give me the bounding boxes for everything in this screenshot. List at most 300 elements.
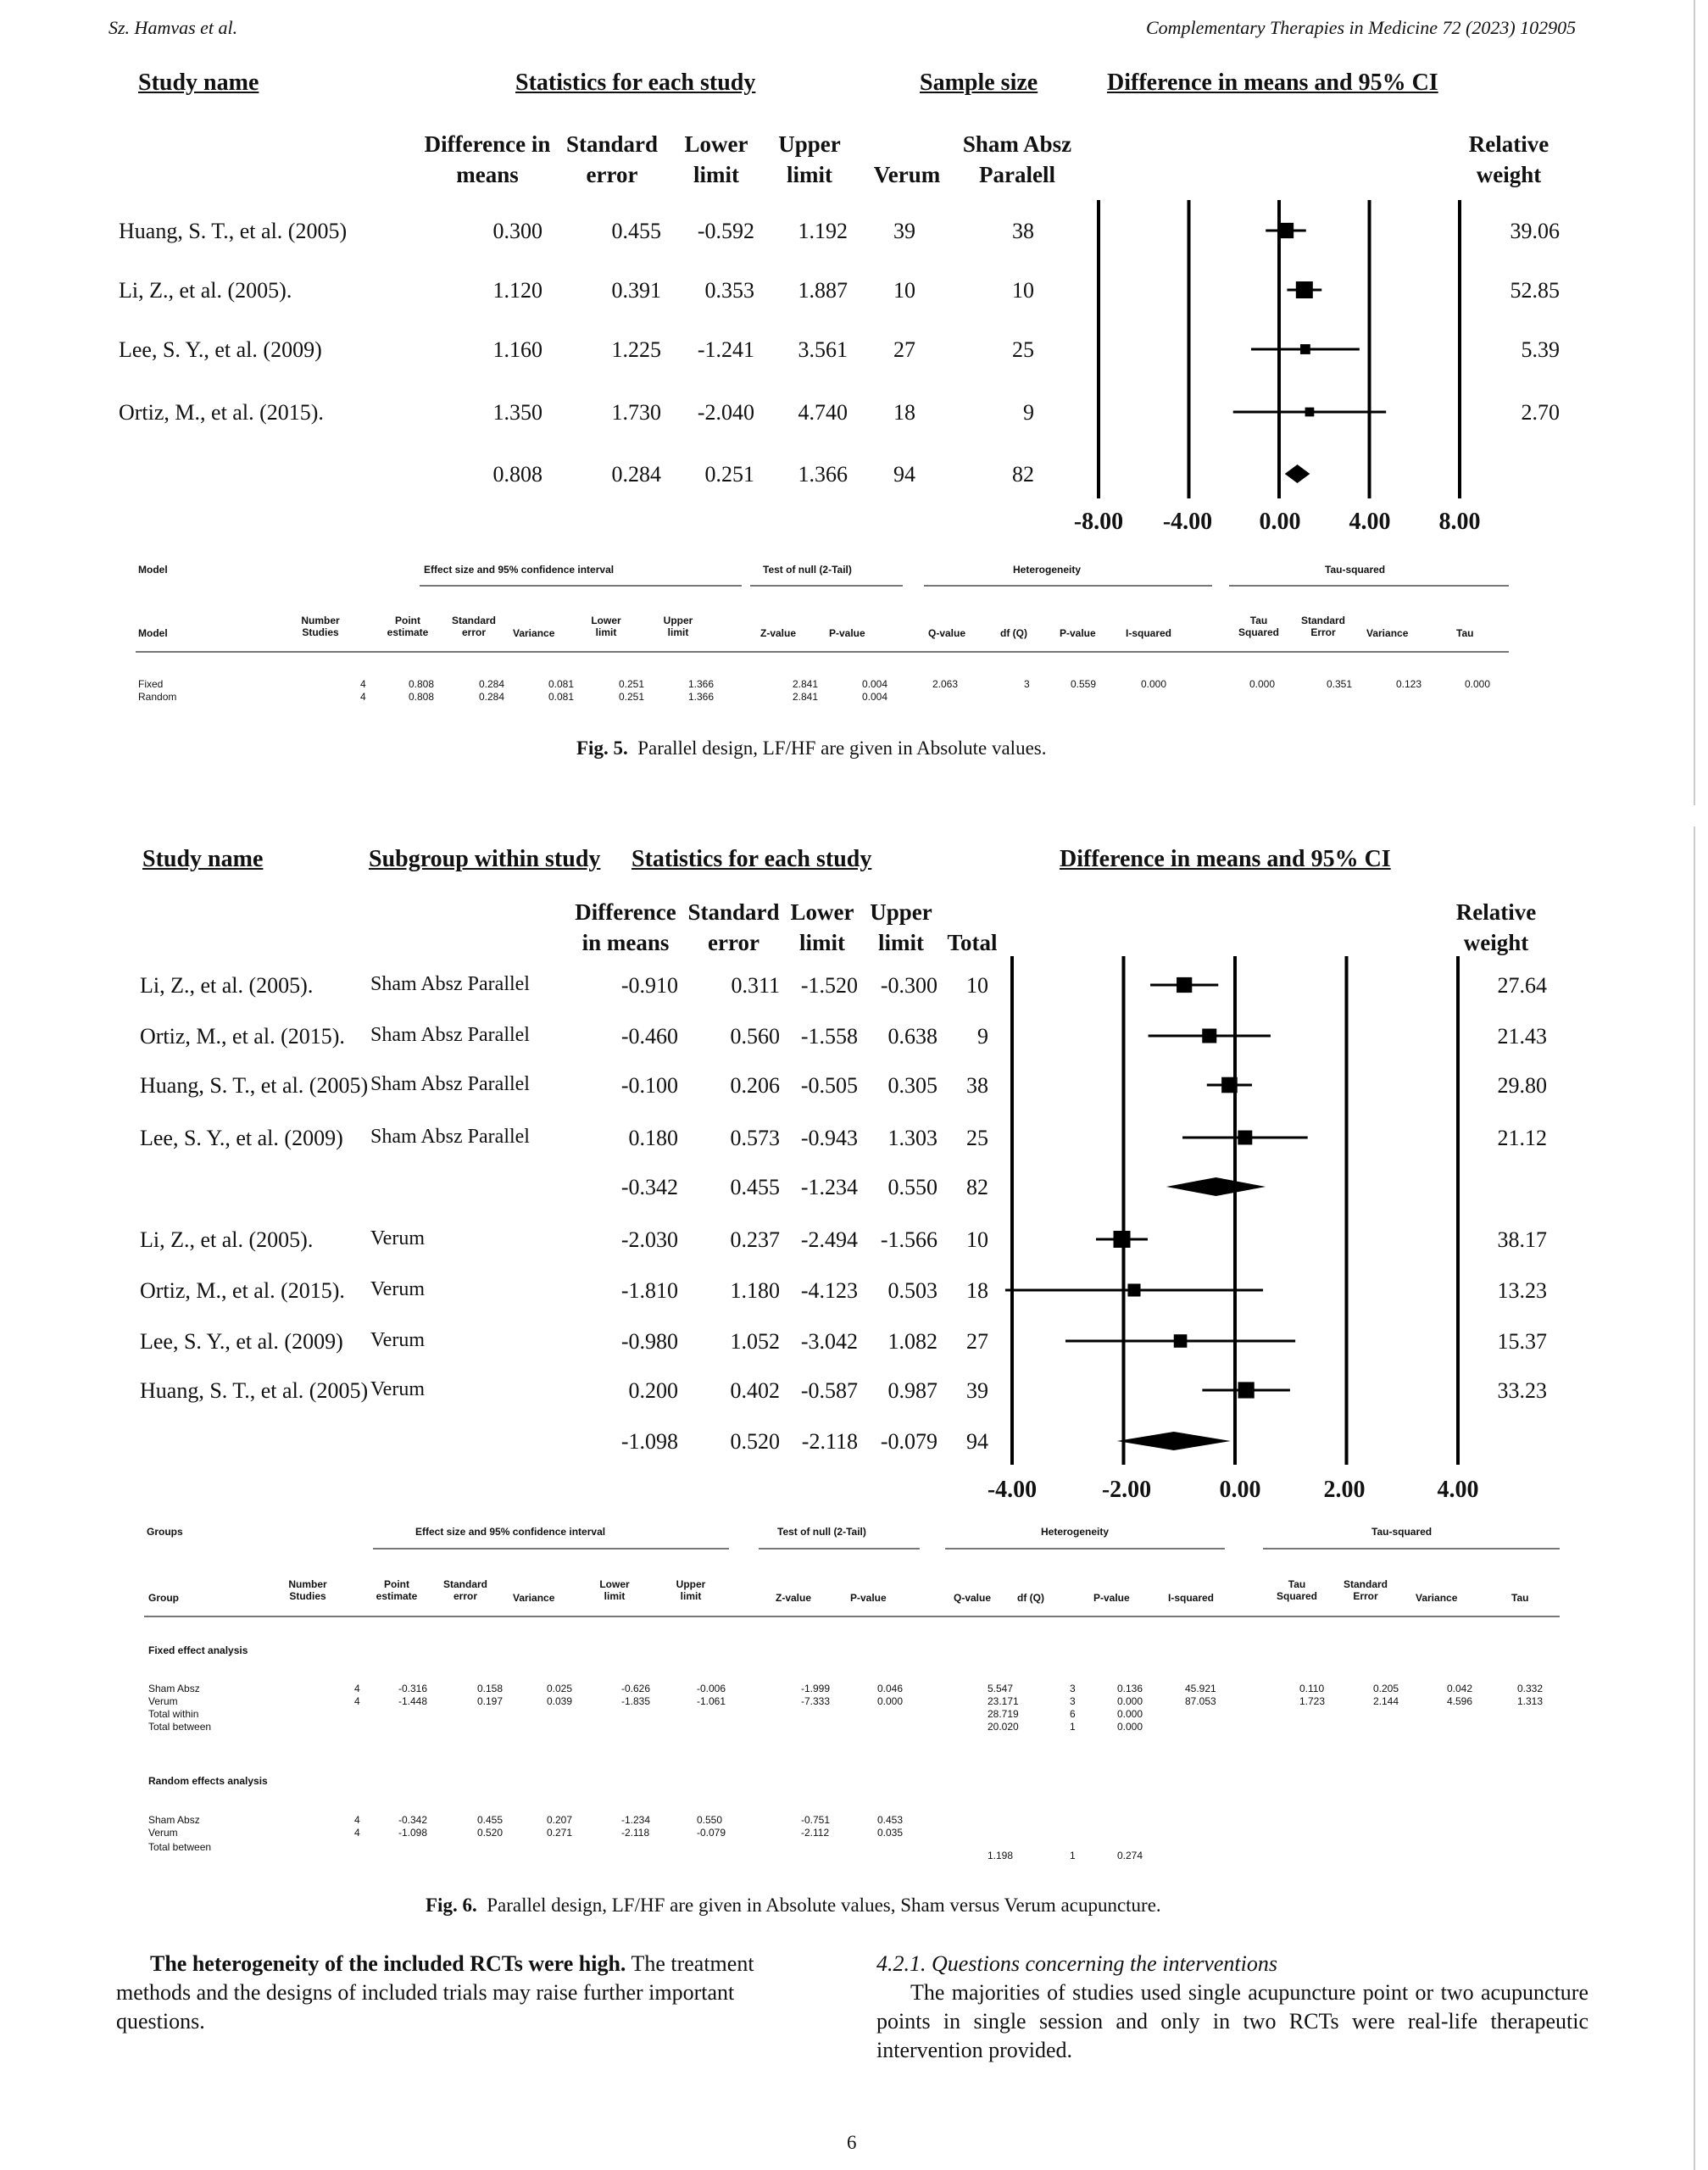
lower: -2.118 [801, 1429, 858, 1454]
cell: -0.342 [398, 1814, 428, 1826]
body-lead-bold: The heterogeneity of the included RCTs were high. [150, 1951, 626, 1976]
cell: 0.455 [477, 1814, 503, 1826]
cell: 0.136 [1117, 1683, 1143, 1694]
cell: -0.079 [697, 1827, 726, 1839]
cell: -0.316 [398, 1683, 428, 1694]
cell: 4 [354, 1695, 360, 1707]
fig6-tbl-rule [945, 1548, 1225, 1550]
cell: 4.596 [1447, 1695, 1473, 1707]
cell: 1.198 [988, 1850, 1014, 1861]
se: 0.402 [730, 1378, 780, 1403]
lower: -4.123 [800, 1278, 858, 1303]
fig6-tbl-col: Number Studies [288, 1578, 327, 1602]
lower: -1.558 [800, 1024, 858, 1049]
upper: 0.503 [887, 1278, 937, 1303]
total: 10 [966, 1227, 988, 1252]
lower: -3.042 [800, 1329, 858, 1354]
cell: 0.205 [1373, 1683, 1399, 1694]
fig5-tbl-group-het: Heterogeneity [1013, 564, 1082, 576]
subgroup: Verum [370, 1378, 425, 1400]
cell: 0.559 [1071, 678, 1097, 690]
sham: 38 [1012, 219, 1034, 243]
fig5-col-diff: Difference in means [424, 131, 551, 187]
weight: 15.37 [1497, 1329, 1547, 1354]
cell: -2.112 [801, 1827, 830, 1839]
upper: 0.987 [887, 1378, 937, 1403]
fig6-tbl-rule [373, 1548, 729, 1550]
cell: 0.520 [477, 1827, 503, 1839]
subgroup: Sham Absz Parallel [370, 1024, 530, 1046]
point-estimate [1114, 1231, 1131, 1248]
se: 0.455 [611, 219, 661, 243]
fig5-tbl-group-test: Test of null (2-Tail) [763, 564, 852, 576]
fig6-tbl-rule [1263, 1548, 1560, 1550]
fig5-tbl-col: Standard Error [1300, 615, 1345, 638]
diff: 1.120 [492, 278, 542, 303]
cell: -1.448 [398, 1695, 428, 1707]
cell: 0.004 [862, 678, 888, 690]
weight: 33.23 [1497, 1378, 1547, 1403]
fig6-fixed-label: Fixed effect analysis [148, 1644, 248, 1656]
fig5-col-lower: Lower limit [684, 131, 748, 187]
fig5-tick-label: 8.00 [1438, 509, 1481, 535]
subgroup: Verum [370, 1278, 425, 1300]
sham: 9 [1023, 400, 1034, 425]
cell: -1.999 [801, 1683, 831, 1694]
diff: 0.180 [628, 1126, 678, 1150]
subgroup: Sham Absz Parallel [370, 1126, 530, 1148]
fig6-tbl-group-het: Heterogeneity [1041, 1526, 1110, 1538]
fig5-tick-label: 4.00 [1349, 509, 1391, 535]
weight: 39.06 [1510, 219, 1560, 243]
cell: 0.207 [547, 1814, 573, 1826]
fig5-tbl-col: Lower limit [591, 615, 621, 638]
fig6-tick-label: -2.00 [1101, 1477, 1152, 1503]
cell: 0.000 [1117, 1695, 1143, 1707]
lower: -1.520 [800, 973, 858, 998]
body-lead-rest: The treatment methods and the designs of included trials may raise further important questions. [116, 1951, 754, 2034]
cell: 2.063 [932, 678, 959, 690]
cell: -0.626 [621, 1683, 651, 1694]
fig6-col-upper: Upper limit [870, 899, 932, 955]
fig5-col-weight: Relative weight [1468, 131, 1549, 187]
cell: 0.046 [877, 1683, 904, 1694]
fig6-tbl-col: Variance [513, 1592, 555, 1604]
upper: 1.082 [887, 1329, 937, 1354]
summary-diamond [1117, 1432, 1231, 1450]
cell: -1.835 [621, 1695, 651, 1707]
fig6-tbl-rule [759, 1548, 920, 1550]
subgroup: Sham Absz Parallel [370, 1073, 530, 1095]
point-estimate [1221, 1077, 1238, 1093]
diff: -1.810 [620, 1278, 678, 1303]
upper: -1.566 [880, 1227, 937, 1252]
study-name: Li, Z., et al. (2005). [140, 973, 314, 998]
study-name: Ortiz, M., et al. (2015). [119, 400, 324, 425]
cell: Total between [148, 1841, 212, 1853]
cell: 1 [1070, 1850, 1076, 1861]
cell: 0.110 [1299, 1683, 1325, 1694]
study-name: Ortiz, M., et al. (2015). [140, 1024, 345, 1049]
cell: 0.025 [547, 1683, 573, 1694]
cell: 0.081 [548, 678, 575, 690]
lower: -2.040 [697, 400, 754, 425]
lower: -1.234 [800, 1175, 858, 1199]
study-name: Huang, S. T., et al. (2005) [119, 219, 348, 243]
cell: 4 [354, 1827, 360, 1839]
lower: -0.592 [697, 219, 754, 243]
body-paragraph-left [116, 1950, 828, 2036]
lower: -2.494 [800, 1227, 858, 1252]
fig6-tbl-col: Z-value [776, 1592, 812, 1604]
fig6-tbl-col: Tau [1511, 1592, 1529, 1604]
fig6-tbl-group-effect: Effect size and 95% confidence interval [415, 1526, 606, 1538]
total: 82 [966, 1175, 988, 1199]
cell: Random [138, 691, 177, 703]
cell: 0.251 [619, 691, 645, 703]
running-header-left: Sz. Hamvas et al. [108, 17, 238, 38]
diff: -0.910 [620, 973, 678, 998]
body-paragraph-right [876, 1978, 1588, 2065]
sham: 25 [1012, 337, 1034, 362]
fig6-col-lower: Lower limit [790, 899, 854, 955]
upper: 1.366 [798, 462, 848, 487]
study-name: Lee, S. Y., et al. (2009) [119, 337, 322, 362]
subgroup: Verum [370, 1329, 425, 1351]
total: 10 [966, 973, 988, 998]
fig6-subgroup-header: Subgroup within study [369, 846, 601, 872]
weight: 5.39 [1521, 337, 1560, 362]
cell: 3 [1070, 1683, 1076, 1694]
fig5-tbl-col: P-value [829, 627, 865, 639]
sham: 82 [1012, 462, 1034, 487]
body-right-text: The majorities of studies used single acupuncture point or two acupuncture points in single session and only in two RCTs were real-life therapeutic intervention provided. [876, 1980, 1588, 2062]
fig6-tbl-group-groups: Groups [147, 1526, 183, 1538]
study-name: Huang, S. T., et al. (2005) [140, 1378, 369, 1403]
cell: 23.171 [988, 1695, 1019, 1707]
sham: 10 [1012, 278, 1034, 303]
cell: 0.453 [877, 1814, 904, 1826]
cell: 3 [1024, 678, 1030, 690]
fig5-col-upper: Upper limit [778, 131, 841, 187]
cell: 6 [1070, 1708, 1076, 1720]
diff: -0.980 [620, 1329, 678, 1354]
cell: 0.158 [477, 1683, 503, 1694]
point-estimate [1177, 977, 1192, 993]
cell: 0.274 [1117, 1850, 1143, 1861]
fig6-tbl-col: Tau Squared [1276, 1578, 1317, 1602]
fig5-tbl-group-tau: Tau-squared [1325, 564, 1386, 576]
cell: -7.333 [801, 1695, 831, 1707]
fig6-tick-label: 2.00 [1323, 1477, 1366, 1503]
cell: Fixed [138, 678, 164, 690]
fig5-tbl-col: Variance [513, 627, 555, 639]
cell: 0.284 [479, 678, 505, 690]
study-name: Lee, S. Y., et al. (2009) [140, 1329, 343, 1354]
caption-text: Parallel design, LF/HF are given in Absolute values, Sham versus Verum acupuncture. [487, 1895, 1161, 1916]
fig5-col-se: Standard error [565, 131, 659, 187]
study-name: Ortiz, M., et al. (2015). [140, 1278, 345, 1303]
se: 0.206 [730, 1073, 780, 1098]
fig6-tbl-col: Standard Error [1343, 1578, 1388, 1602]
cell: 0.284 [479, 691, 505, 703]
cell: -0.006 [697, 1683, 726, 1694]
fig6-tbl-col: Variance [1416, 1592, 1458, 1604]
cell: 0.000 [1117, 1708, 1143, 1720]
running-header-right: Complementary Therapies in Medicine 72 (2023) 102905 [1146, 17, 1577, 38]
cell: 0.550 [697, 1814, 723, 1826]
fig5-statistics-header: Statistics for each study [515, 70, 756, 96]
fig6-tbl-group-test: Test of null (2-Tail) [777, 1526, 866, 1538]
cell: 0.332 [1517, 1683, 1544, 1694]
fig5-tbl-col: Upper limit [663, 615, 693, 638]
fig5-tbl-col: Standard error [451, 615, 496, 638]
se: 1.730 [611, 400, 661, 425]
upper: 4.740 [798, 400, 848, 425]
upper: 1.303 [887, 1126, 937, 1150]
weight: 27.64 [1497, 973, 1547, 998]
verum: 27 [893, 337, 915, 362]
fig5-study-name-header: Study name [138, 70, 259, 96]
cell: 0.251 [619, 678, 645, 690]
cell: 0.000 [1249, 678, 1276, 690]
fig6-caption [426, 1895, 1161, 1917]
diff: 0.200 [628, 1378, 678, 1403]
cell: 3 [1070, 1695, 1076, 1707]
cell: 4 [354, 1683, 360, 1694]
cell: 0.351 [1327, 678, 1353, 690]
summary-diamond [1166, 1177, 1266, 1196]
cell: 0.000 [1141, 678, 1167, 690]
cell: 45.921 [1185, 1683, 1216, 1694]
cell: Verum [148, 1695, 178, 1707]
diff: 1.350 [492, 400, 542, 425]
diff: 1.160 [492, 337, 542, 362]
se: 0.520 [730, 1429, 780, 1454]
fig6-tick-label: -4.00 [987, 1477, 1038, 1503]
fig5-tbl-col: P-value [1060, 627, 1096, 639]
cell: 1.723 [1299, 1695, 1326, 1707]
cell: 0.039 [547, 1695, 573, 1707]
study-name: Li, Z., et al. (2005). [119, 278, 292, 303]
fig5-tick-label: -8.00 [1073, 509, 1124, 535]
weight: 52.85 [1510, 278, 1560, 303]
fig6-tbl-col: P-value [850, 1592, 887, 1604]
fig6-tick-label: 0.00 [1219, 1477, 1261, 1503]
fig6-col-diff: Difference in means [575, 899, 676, 955]
upper: 0.638 [887, 1024, 937, 1049]
fig6-tick-label: 4.00 [1437, 1477, 1479, 1503]
diff: 0.808 [492, 462, 542, 487]
cell: 1.366 [688, 691, 715, 703]
total: 9 [977, 1024, 988, 1049]
fig5-tbl-group-model: Model [138, 564, 168, 576]
weight: 38.17 [1497, 1227, 1547, 1252]
upper: -0.300 [880, 973, 937, 998]
diff: -0.460 [620, 1024, 678, 1049]
point-estimate [1202, 1029, 1216, 1043]
cell: Total within [148, 1708, 199, 1720]
diff: -0.342 [620, 1175, 678, 1199]
diff: -1.098 [620, 1429, 678, 1454]
upper: 0.550 [887, 1175, 937, 1199]
cell: -1.098 [398, 1827, 428, 1839]
se: 0.284 [611, 462, 661, 487]
weight: 21.12 [1497, 1126, 1547, 1150]
fig5-tick-label: -4.00 [1162, 509, 1213, 535]
fig5-col-sham: Sham Absz Paralell [962, 131, 1072, 187]
fig6-tbl-rule [144, 1616, 1560, 1617]
point-estimate [1127, 1283, 1140, 1296]
se: 0.455 [730, 1175, 780, 1199]
upper: 0.305 [887, 1073, 937, 1098]
fig6-ci-header: Difference in means and 95% CI [1060, 846, 1391, 872]
fig6-random-label: Random effects analysis [148, 1775, 268, 1787]
fig6-col-total: Total [947, 930, 998, 955]
fig6-tbl-col: Q-value [954, 1592, 992, 1604]
caption-label: Fig. 6. [426, 1895, 477, 1916]
se: 0.311 [731, 973, 780, 998]
cell: 0.271 [547, 1827, 573, 1839]
fig6-study-name-header: Study name [142, 846, 264, 872]
verum: 94 [893, 462, 915, 487]
fig5-tbl-col: Tau Squared [1238, 615, 1279, 638]
fig5-tbl-col: Point estimate [387, 615, 429, 638]
fig6-tbl-col: Lower limit [599, 1578, 630, 1602]
cell: 1.366 [688, 678, 715, 690]
se: 0.237 [730, 1227, 780, 1252]
study-name: Li, Z., et al. (2005). [140, 1227, 314, 1252]
cell: -1.234 [621, 1814, 651, 1826]
body-heading-right: 4.2.1. Questions concerning the interventions [876, 1951, 1277, 1976]
total: 27 [966, 1329, 988, 1354]
cell: 20.020 [988, 1721, 1019, 1733]
total: 94 [966, 1429, 988, 1454]
cell: 0.035 [877, 1827, 904, 1839]
fig6-tbl-col: Upper limit [676, 1578, 706, 1602]
point-estimate [1174, 1334, 1188, 1348]
fig6-tbl-col: P-value [1093, 1592, 1130, 1604]
fig6-col-weight: Relative weight [1455, 899, 1537, 955]
subgroup: Sham Absz Parallel [370, 973, 530, 995]
lower: -0.943 [800, 1126, 858, 1150]
cell: 0.808 [409, 691, 435, 703]
lower: -0.505 [800, 1073, 858, 1098]
cell: Total between [148, 1721, 212, 1733]
verum: 10 [893, 278, 915, 303]
study-name: Huang, S. T., et al. (2005) [140, 1073, 369, 1098]
fig5-col-verum: Verum [873, 162, 941, 187]
fig5-tbl-col: Variance [1366, 627, 1409, 639]
fig5-tbl-col: Model [138, 627, 168, 639]
weight: 29.80 [1497, 1073, 1547, 1098]
cell: 28.719 [988, 1708, 1019, 1720]
total: 39 [966, 1378, 988, 1403]
cell: 1.313 [1517, 1695, 1544, 1707]
upper: 1.192 [798, 219, 848, 243]
weight: 21.43 [1497, 1024, 1547, 1049]
cell: 87.053 [1185, 1695, 1216, 1707]
cell: Sham Absz [148, 1683, 200, 1694]
verum: 18 [893, 400, 915, 425]
fig6-tbl-group-tau: Tau-squared [1371, 1526, 1433, 1538]
fig6-col-se: Standard error [687, 899, 780, 955]
cell: 0.197 [477, 1695, 503, 1707]
lower: 0.353 [704, 278, 754, 303]
diff: 0.300 [492, 219, 542, 243]
cell: -0.751 [801, 1814, 831, 1826]
weight: 13.23 [1497, 1278, 1547, 1303]
study-name: Lee, S. Y., et al. (2009) [140, 1126, 343, 1150]
cell: 0.000 [877, 1695, 904, 1707]
cell: -1.061 [697, 1695, 726, 1707]
diff: -0.100 [620, 1073, 678, 1098]
cell: 4 [354, 1814, 360, 1826]
cell: Verum [148, 1827, 178, 1839]
verum: 39 [893, 219, 915, 243]
lower: -1.241 [697, 337, 754, 362]
se: 0.391 [611, 278, 661, 303]
cell: Sham Absz [148, 1814, 200, 1826]
point-estimate [1238, 1131, 1252, 1145]
cell: 1 [1070, 1721, 1076, 1733]
fig5-tick-label: 0.00 [1259, 509, 1301, 535]
cell: 2.841 [793, 678, 819, 690]
se: 1.180 [730, 1278, 780, 1303]
cell: 0.000 [1465, 678, 1491, 690]
fig6-statistics-header: Statistics for each study [631, 846, 872, 872]
diff: -2.030 [620, 1227, 678, 1252]
fig5-tbl-col: Z-value [760, 627, 797, 639]
caption-label: Fig. 5. [576, 737, 628, 759]
fig5-sample-size-header: Sample size [920, 70, 1038, 96]
upper: 3.561 [798, 337, 848, 362]
subgroup: Verum [370, 1227, 425, 1249]
fig6-tbl-col: Standard error [442, 1578, 487, 1602]
fig5-tbl-col: Q-value [928, 627, 966, 639]
cell: 4 [360, 678, 366, 690]
caption-text: Parallel design, LF/HF are given in Absolute values. [637, 737, 1047, 759]
se: 1.225 [611, 337, 661, 362]
page-number: 6 [847, 2132, 857, 2153]
se: 1.052 [730, 1329, 780, 1354]
point-estimate [1238, 1382, 1255, 1398]
se: 0.560 [730, 1024, 780, 1049]
fig6-tbl-col: Point estimate [376, 1578, 418, 1602]
fig5-ci-header: Difference in means and 95% CI [1107, 70, 1438, 96]
lower: 0.251 [704, 462, 754, 487]
fig5-tbl-group-effect: Effect size and 95% confidence interval [424, 564, 615, 576]
cell: 2.144 [1373, 1695, 1399, 1707]
total: 38 [966, 1073, 988, 1098]
cell: -2.118 [621, 1827, 650, 1839]
upper: -0.079 [880, 1429, 937, 1454]
fig5-tbl-col: df (Q) [1000, 627, 1027, 639]
cell: 0.042 [1447, 1683, 1473, 1694]
cell: 0.081 [548, 691, 575, 703]
cell: 0.004 [862, 691, 888, 703]
fig5-tbl-col: Tau [1456, 627, 1474, 639]
total: 25 [966, 1126, 988, 1150]
cell: 0.000 [1117, 1721, 1143, 1733]
cell: 2.841 [793, 691, 819, 703]
fig5-tbl-col: Number Studies [301, 615, 340, 638]
weight: 2.70 [1521, 400, 1560, 425]
fig5-tbl-col: I-squared [1126, 627, 1172, 639]
cell: 0.808 [409, 678, 435, 690]
fig6-tbl-col: df (Q) [1017, 1592, 1044, 1604]
cell: 4 [360, 691, 366, 703]
